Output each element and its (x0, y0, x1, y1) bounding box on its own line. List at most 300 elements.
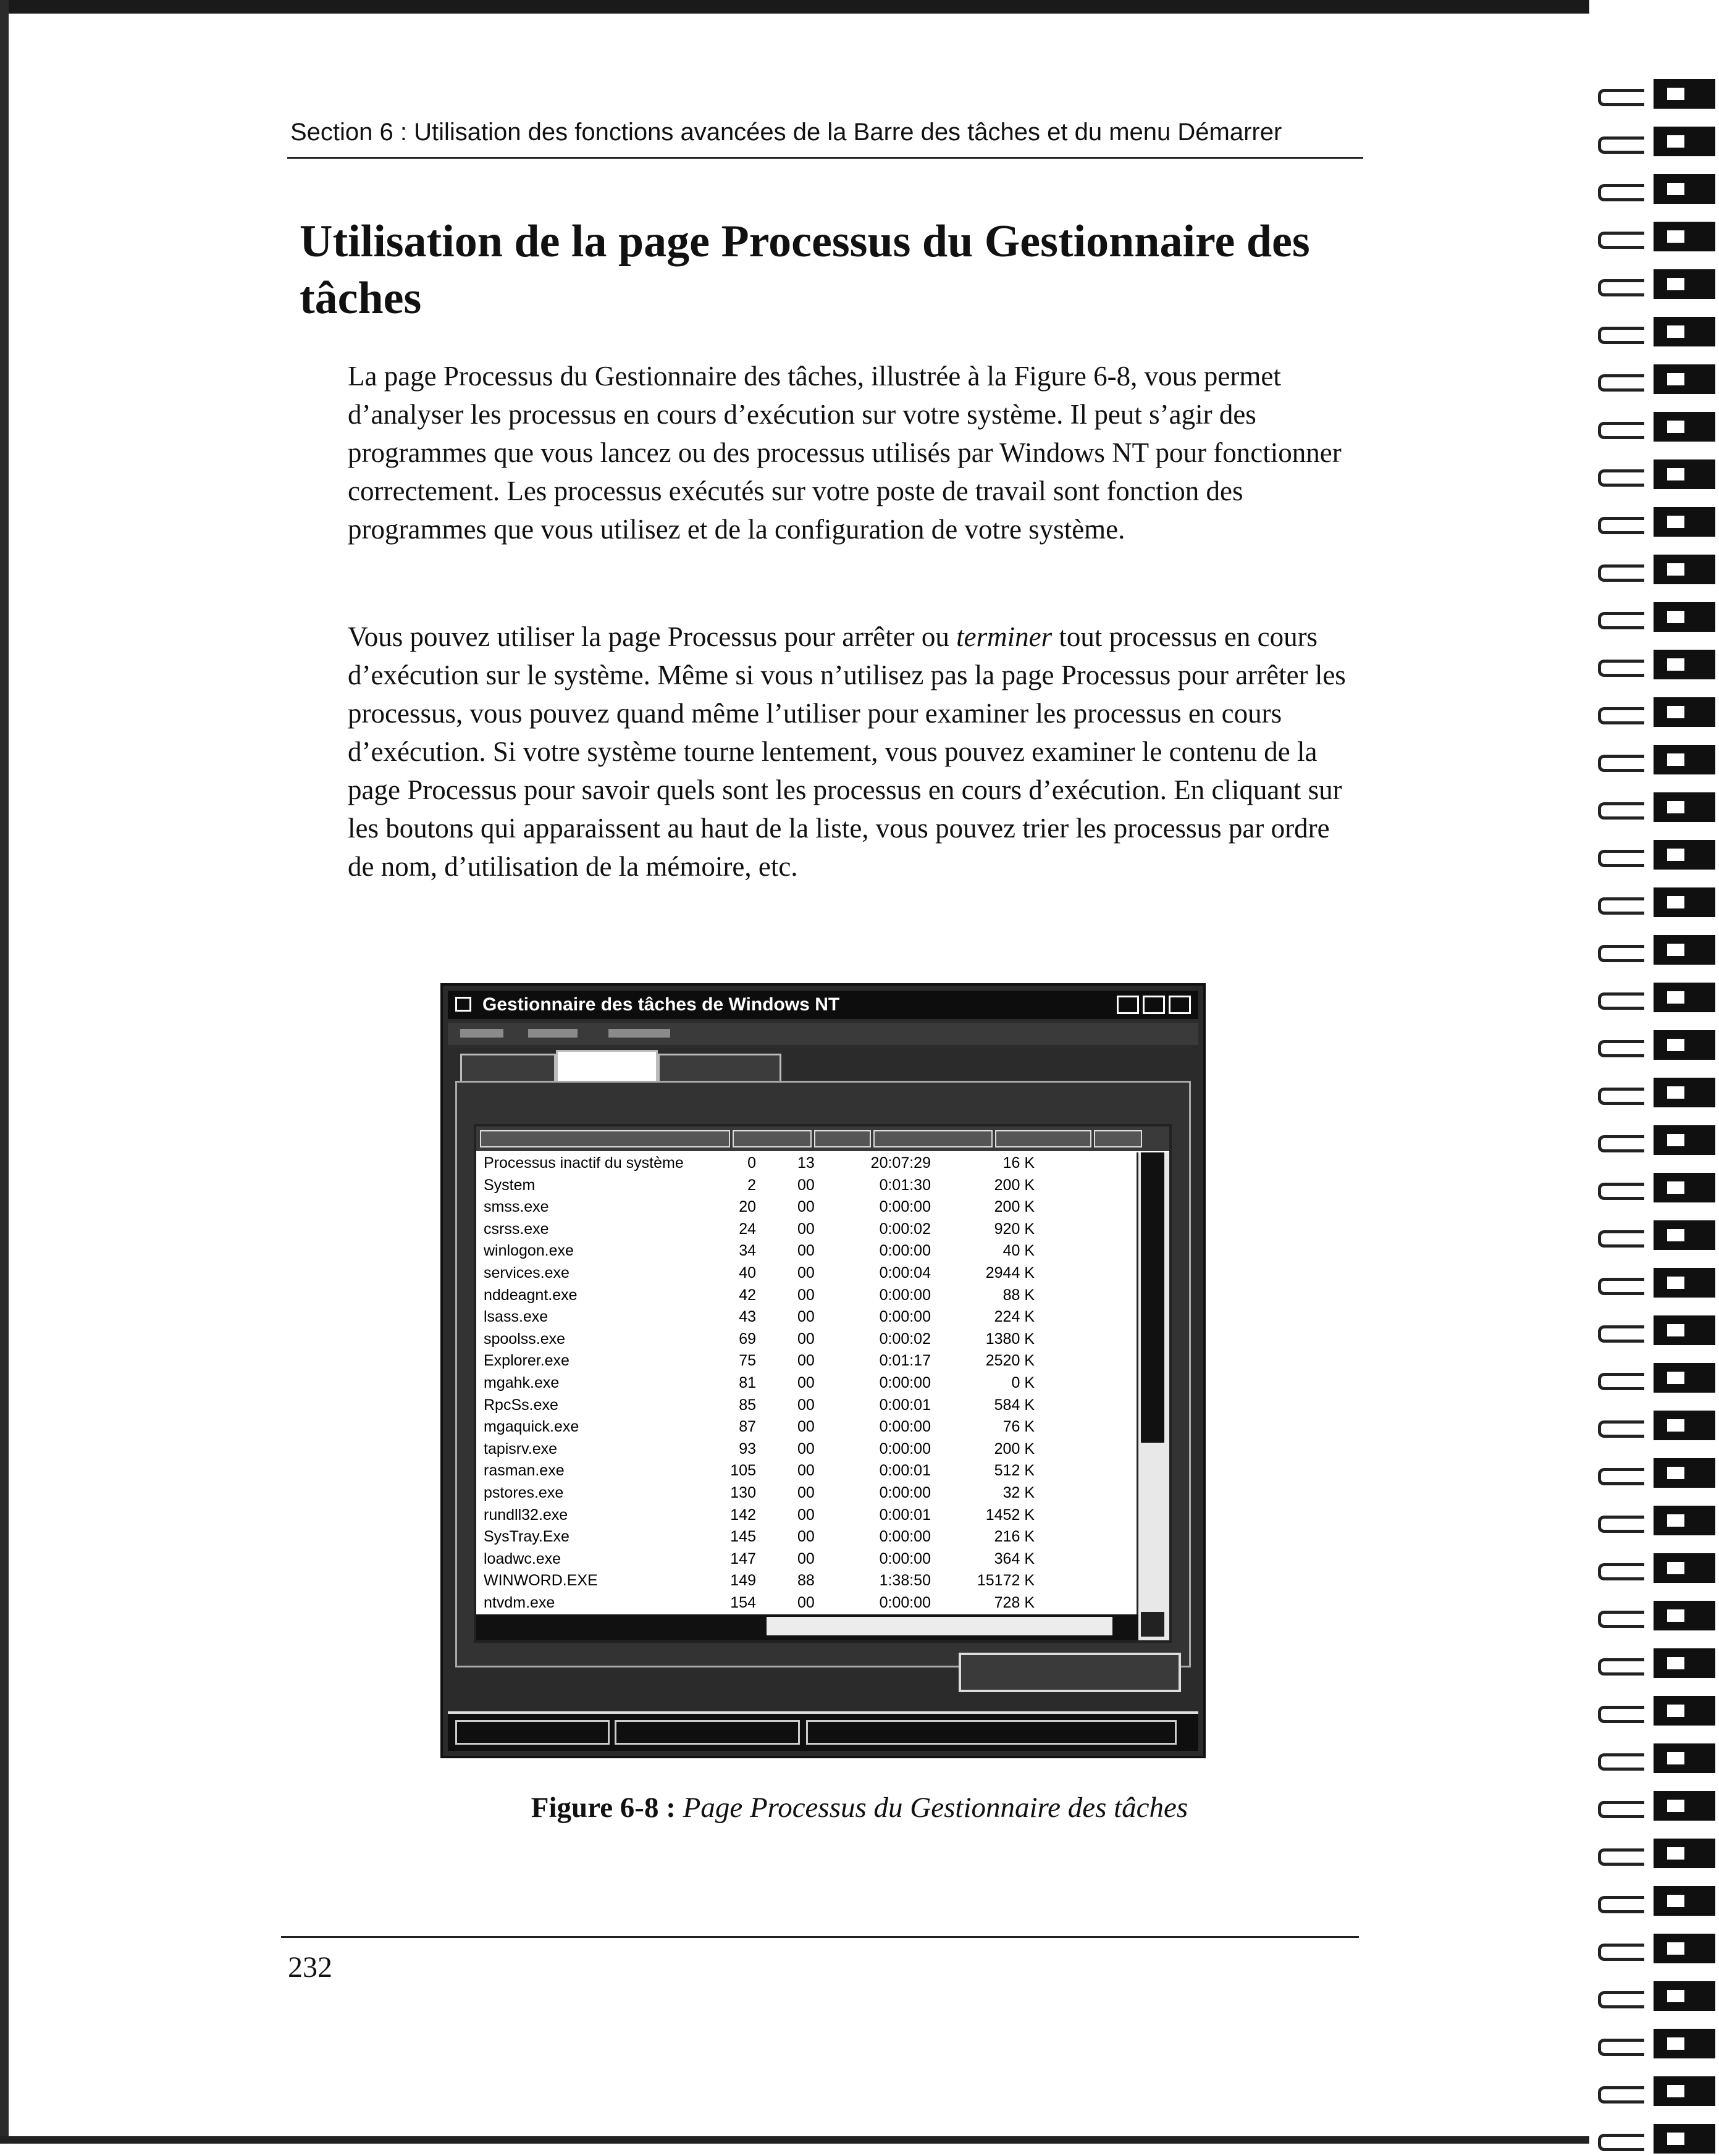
binding-block (1654, 269, 1715, 299)
process-pid: 147 (730, 1550, 756, 1567)
process-cpu: 00 (797, 1176, 815, 1194)
binding-wire (1598, 136, 1644, 154)
process-row (481, 1175, 1136, 1197)
binding-wire (1598, 327, 1644, 344)
menu-item (460, 1029, 503, 1038)
caption-label: Figure 6-8 : (531, 1792, 676, 1824)
binding-ring (1589, 787, 1719, 824)
process-cpu: 00 (797, 1308, 815, 1326)
process-name: services.exe (484, 1264, 569, 1281)
process-memory: 200 K (994, 1440, 1035, 1458)
process-cpu: 00 (797, 1286, 815, 1304)
binding-hole (1667, 468, 1684, 480)
column-header-pid (733, 1130, 812, 1147)
binding-wire (1598, 1373, 1644, 1390)
column-header-name (480, 1130, 730, 1147)
process-cpu-time: 0:01:30 (879, 1176, 931, 1194)
binding-wire (1598, 184, 1644, 201)
paragraph-2-start: Vous pouvez utiliser la page Processus pour arrêter ou (348, 621, 957, 652)
paragraph-2-emphasis: terminer (956, 621, 1053, 652)
process-cpu: 00 (797, 1440, 815, 1458)
binding-hole (1667, 325, 1684, 338)
binding-block (1654, 840, 1715, 870)
column-header-extra (1094, 1130, 1142, 1147)
binding-hole (1667, 516, 1684, 528)
process-pid: 105 (730, 1462, 756, 1480)
binding-ring (1589, 407, 1719, 444)
binding-block (1654, 1886, 1715, 1916)
binding-wire (1598, 1611, 1644, 1628)
binding-block (1654, 1125, 1715, 1155)
process-cpu-time: 0:00:02 (879, 1220, 931, 1238)
process-row (481, 1504, 1136, 1527)
binding-hole (1667, 1942, 1684, 1955)
process-name: lsass.exe (484, 1308, 548, 1326)
process-cpu-time: 0:00:01 (879, 1462, 931, 1480)
binding-ring (1589, 1406, 1719, 1443)
process-memory: 224 K (994, 1308, 1035, 1326)
process-name: smss.exe (484, 1198, 549, 1216)
binding-ring (1589, 1643, 1719, 1680)
process-memory: 16 K (1002, 1154, 1035, 1172)
process-row (481, 1285, 1136, 1307)
binding-block (1654, 507, 1715, 537)
process-memory: 200 K (994, 1198, 1035, 1216)
binding-block (1654, 555, 1715, 584)
process-name: System (484, 1176, 536, 1194)
binding-hole (1667, 1277, 1684, 1289)
process-pid: 0 (747, 1154, 756, 1172)
binding-hole (1667, 1324, 1684, 1336)
process-rows (481, 1152, 1136, 1614)
binding-hole (1667, 2085, 1684, 2097)
binding-wire (1598, 1040, 1644, 1057)
binding-ring (1589, 1976, 1719, 2013)
binding-ring (1589, 359, 1719, 396)
process-memory: 920 K (994, 1220, 1035, 1238)
menu-item (608, 1029, 670, 1038)
header-rule (287, 157, 1363, 159)
binding-ring (1589, 217, 1719, 254)
binding-ring (1589, 1929, 1719, 1966)
process-pid: 93 (739, 1440, 756, 1458)
process-pid: 40 (739, 1264, 756, 1281)
process-pid: 130 (730, 1483, 756, 1501)
process-cpu: 00 (797, 1418, 815, 1436)
process-memory: 1380 K (985, 1330, 1035, 1348)
binding-wire (1598, 1753, 1644, 1771)
binding-block (1654, 887, 1715, 917)
process-pid: 43 (739, 1308, 756, 1326)
process-cpu: 88 (797, 1572, 815, 1590)
binding-wire (1598, 469, 1644, 487)
binding-block (1654, 412, 1715, 442)
process-cpu-time: 0:00:02 (879, 1330, 931, 1348)
process-pid: 2 (747, 1176, 756, 1194)
window-titlebar (448, 991, 1198, 1019)
binding-ring (1589, 2119, 1719, 2156)
binding-block (1654, 174, 1715, 204)
binding-ring (1589, 455, 1719, 492)
end-process-button (959, 1653, 1181, 1692)
process-row (481, 1438, 1136, 1461)
process-cpu: 00 (797, 1593, 815, 1611)
binding-wire (1598, 897, 1644, 915)
column-header-cpu (814, 1130, 871, 1147)
process-name: mgahk.exe (484, 1374, 560, 1391)
binding-hole (1667, 1847, 1684, 1860)
binding-wire (1598, 1896, 1644, 1913)
process-memory: 76 K (1002, 1418, 1035, 1436)
process-name: WINWORD.EXE (484, 1572, 598, 1590)
process-pid: 69 (739, 1330, 756, 1348)
process-name: spoolss.exe (484, 1330, 566, 1348)
binding-hole (1667, 753, 1684, 766)
process-name: rasman.exe (484, 1462, 565, 1480)
process-name: winlogon.exe (484, 1242, 574, 1260)
binding-block (1654, 1411, 1715, 1440)
binding-hole (1667, 1514, 1684, 1527)
process-pid: 24 (739, 1220, 756, 1238)
process-cpu: 00 (797, 1198, 815, 1216)
binding-hole (1667, 373, 1684, 385)
menu-item (528, 1029, 578, 1038)
process-memory: 364 K (994, 1550, 1035, 1567)
binding-hole (1667, 563, 1684, 576)
process-row (481, 1570, 1136, 1592)
tab-applications (460, 1054, 556, 1081)
scan-top-edge (0, 0, 1719, 14)
binding-block (1654, 602, 1715, 632)
process-cpu-time: 1:38:50 (879, 1572, 931, 1590)
binding-wire (1598, 1563, 1644, 1580)
binding-block (1654, 1743, 1715, 1773)
binding-block (1654, 1220, 1715, 1250)
process-memory: 2944 K (985, 1264, 1035, 1281)
process-row (481, 1306, 1136, 1328)
process-name: ntvdm.exe (484, 1593, 555, 1611)
process-memory: 0 K (1011, 1374, 1035, 1391)
tab-performance (658, 1054, 781, 1081)
window-title: Gestionnaire des tâches de Windows NT (482, 994, 840, 1015)
process-pid: 87 (739, 1418, 756, 1436)
process-cpu: 00 (797, 1462, 815, 1480)
binding-block (1654, 222, 1715, 251)
binding-ring (1589, 312, 1719, 349)
binding-hole (1667, 658, 1684, 671)
process-row (481, 1592, 1136, 1614)
binding-hole (1667, 1609, 1684, 1622)
binding-wire (1598, 1516, 1644, 1533)
process-memory: 584 K (994, 1396, 1035, 1414)
binding-block (1654, 1268, 1715, 1298)
binding-hole (1667, 1229, 1684, 1241)
binding-ring (1589, 1311, 1719, 1348)
process-pid: 20 (739, 1198, 756, 1216)
process-cpu-time: 0:01:17 (879, 1352, 931, 1370)
process-cpu: 00 (797, 1330, 815, 1348)
process-cpu-time: 0:00:01 (879, 1396, 931, 1414)
binding-block (1654, 1078, 1715, 1107)
binding-block (1654, 1601, 1715, 1630)
binding-wire (1598, 564, 1644, 582)
process-name: mgaquick.exe (484, 1418, 579, 1436)
process-name: Explorer.exe (484, 1352, 569, 1370)
binding-ring (1589, 1548, 1719, 1585)
binding-ring (1589, 645, 1719, 682)
binding-block (1654, 1981, 1715, 2011)
binding-hole (1667, 1467, 1684, 1479)
scan-bottom-edge (0, 2136, 1719, 2144)
process-row (481, 1416, 1136, 1438)
binding-ring (1589, 1691, 1719, 1728)
binding-block (1654, 983, 1715, 1012)
paragraph-2-end: tout processus en cours d’exécution sur le système. Même si vous n’utilisez pas la page Processus pour arrêter les processus, vous pouvez quand même l’utiliser pour examiner les processus en cours d’exécution. Si votre système tourne lentement, vous pouvez examiner le contenu de la page Processus pour savoir quels sont les processus en cours d’exécution. En cliquant sur les boutons qui apparaissent au haut de la liste, vous pouvez trier les processus par ordre de nom, d’utilisation de la mémoire, etc. (348, 621, 1346, 882)
process-cpu-time: 0:00:00 (879, 1483, 931, 1501)
binding-wire (1598, 707, 1644, 724)
binding-ring (1589, 169, 1719, 206)
paragraph-1: La page Processus du Gestionnaire des tâches, illustrée à la Figure 6-8, vous permet d’analyser les processus en cours d’exécution sur votre système. Il peut s’agir des programmes que vous lancez ou des processus utilisés par Windows NT pour fonctionner correctement. Les processus exécutés sur votre poste de travail sont fonction des programmes que vous utilisez et de la configuration de votre système. (348, 361, 1342, 545)
process-cpu-time: 0:00:00 (879, 1374, 931, 1391)
binding-hole (1667, 2133, 1684, 2145)
process-name: rundll32.exe (484, 1506, 568, 1524)
binding-block (1654, 2029, 1715, 2058)
binding-hole (1667, 1372, 1684, 1384)
process-memory: 728 K (994, 1593, 1035, 1611)
binding-block (1654, 935, 1715, 965)
binding-hole (1667, 706, 1684, 718)
binding-wire (1598, 2039, 1644, 2056)
binding-block (1654, 364, 1715, 394)
binding-ring (1589, 1215, 1719, 1252)
process-memory: 200 K (994, 1176, 1035, 1194)
binding-block (1654, 1315, 1715, 1345)
status-processes (455, 1720, 610, 1745)
binding-ring (1589, 740, 1719, 777)
binding-ring (1589, 835, 1719, 872)
process-cpu-time: 0:00:00 (879, 1593, 931, 1611)
binding-hole (1667, 849, 1684, 861)
binding-block (1654, 79, 1715, 109)
binding-ring (1589, 1453, 1719, 1490)
process-row (481, 1460, 1136, 1482)
binding-hole (1667, 1562, 1684, 1574)
binding-block (1654, 1506, 1715, 1535)
binding-block (1654, 1696, 1715, 1726)
process-pid: 85 (739, 1396, 756, 1414)
process-row (481, 1240, 1136, 1262)
process-pid: 42 (739, 1286, 756, 1304)
binding-wire (1598, 992, 1644, 1010)
binding-block (1654, 459, 1715, 489)
binding-ring (1589, 122, 1719, 159)
binding-hole (1667, 944, 1684, 956)
binding-ring (1589, 978, 1719, 1015)
binding-wire (1598, 1706, 1644, 1723)
process-pid: 81 (739, 1374, 756, 1391)
process-cpu-time: 20:07:29 (870, 1154, 931, 1172)
binding-wire (1598, 850, 1644, 867)
binding-wire (1598, 1658, 1644, 1676)
figure-caption (0, 1791, 1719, 1824)
column-header-cpu-time (873, 1130, 993, 1147)
task-manager-screenshot (440, 983, 1206, 1758)
binding-wire (1598, 1848, 1644, 1866)
binding-hole (1667, 183, 1684, 195)
binding-wire (1598, 1230, 1644, 1248)
binding-wire (1598, 89, 1644, 106)
close-icon (1169, 996, 1191, 1014)
binding-ring (1589, 692, 1719, 729)
binding-wire (1598, 517, 1644, 534)
binding-block (1654, 1934, 1715, 1963)
binding-wire (1598, 1420, 1644, 1438)
binding-hole (1667, 991, 1684, 1004)
process-cpu-time: 0:00:00 (879, 1528, 931, 1546)
binding-hole (1667, 1419, 1684, 1432)
binding-wire (1598, 1991, 1644, 2008)
binding-ring (1589, 2024, 1719, 2061)
process-memory: 40 K (1002, 1242, 1035, 1260)
process-cpu-time: 0:00:00 (879, 1440, 931, 1458)
binding-hole (1667, 896, 1684, 908)
binding-ring (1589, 1881, 1719, 1918)
binding-wire (1598, 2086, 1644, 2104)
process-memory: 1452 K (985, 1506, 1035, 1524)
process-cpu: 00 (797, 1396, 815, 1414)
column-header-mem (995, 1130, 1091, 1147)
binding-block (1654, 1458, 1715, 1488)
binding-hole (1667, 421, 1684, 433)
binding-hole (1667, 1039, 1684, 1051)
process-row (481, 1372, 1136, 1395)
running-header: Section 6 : Utilisation des fonctions avancées de la Barre des tâches et du menu Démarrer (290, 119, 1282, 146)
app-icon (455, 997, 471, 1012)
process-memory: 32 K (1002, 1483, 1035, 1501)
binding-block (1654, 1363, 1715, 1393)
process-cpu-time: 0:00:00 (879, 1286, 931, 1304)
status-memory (806, 1720, 1177, 1745)
process-cpu-time: 0:00:00 (879, 1550, 931, 1567)
process-name: csrss.exe (484, 1220, 549, 1238)
binding-hole (1667, 1752, 1684, 1764)
binding-hole (1667, 230, 1684, 243)
process-cpu-time: 0:00:00 (879, 1198, 931, 1216)
process-name: SysTray.Exe (484, 1528, 569, 1546)
binding-ring (1589, 1501, 1719, 1538)
process-name: Processus inactif du système (484, 1154, 684, 1172)
process-cpu: 00 (797, 1506, 815, 1524)
binding-wire (1598, 1944, 1644, 1961)
binding-wire (1598, 1278, 1644, 1295)
process-list-header (476, 1126, 1169, 1151)
binding-hole (1667, 1134, 1684, 1146)
process-memory: 88 K (1002, 1286, 1035, 1304)
process-cpu: 00 (797, 1528, 815, 1546)
process-memory: 15172 K (977, 1572, 1035, 1590)
page-number: 232 (288, 1951, 332, 1984)
maximize-icon (1143, 996, 1165, 1014)
binding-block (1654, 1030, 1715, 1060)
binding-hole (1667, 1086, 1684, 1099)
process-row (481, 1482, 1136, 1504)
binding-hole (1667, 1181, 1684, 1194)
process-cpu-time: 0:00:04 (879, 1264, 931, 1281)
binding-block (1654, 317, 1715, 346)
binding-block (1654, 792, 1715, 822)
binding-ring (1589, 930, 1719, 967)
binding-wire (1598, 802, 1644, 820)
process-name: RpcSs.exe (484, 1396, 558, 1414)
binding-ring (1589, 502, 1719, 539)
process-cpu-time: 0:00:00 (879, 1242, 931, 1260)
process-memory: 216 K (994, 1528, 1035, 1546)
binding-wire (1598, 755, 1644, 772)
binding-ring (1589, 1120, 1719, 1157)
process-list (474, 1124, 1172, 1643)
binding-block (1654, 1648, 1715, 1678)
binding-ring (1589, 2071, 1719, 2108)
binding-block (1654, 697, 1715, 727)
binding-hole (1667, 2037, 1684, 2050)
process-row (481, 1152, 1136, 1175)
status-cpu (615, 1720, 800, 1745)
process-name: nddeagnt.exe (484, 1286, 578, 1304)
process-cpu: 00 (797, 1220, 815, 1238)
binding-ring (1589, 1025, 1719, 1062)
binding-wire (1598, 660, 1644, 677)
binding-ring (1589, 1739, 1719, 1776)
process-name: tapisrv.exe (484, 1440, 558, 1458)
process-row (481, 1350, 1136, 1372)
tab-processes (556, 1050, 658, 1082)
horizontal-scroll-thumb (767, 1617, 1112, 1635)
binding-hole (1667, 801, 1684, 813)
process-memory: 512 K (994, 1462, 1035, 1480)
process-cpu-time: 0:00:00 (879, 1418, 931, 1436)
minimize-icon (1117, 996, 1139, 1014)
process-name: pstores.exe (484, 1483, 564, 1501)
process-row (481, 1548, 1136, 1571)
window-menubar (448, 1023, 1198, 1045)
binding-ring (1589, 1358, 1719, 1395)
binding-wire (1598, 1088, 1644, 1105)
process-row (481, 1262, 1136, 1285)
binding-block (1654, 127, 1715, 156)
process-name: loadwc.exe (484, 1550, 561, 1567)
scroll-down-icon (1141, 1612, 1164, 1637)
binding-ring (1589, 74, 1719, 111)
process-row (481, 1526, 1136, 1548)
process-pid: 149 (730, 1572, 756, 1590)
binding-wire (1598, 1325, 1644, 1343)
process-row (481, 1196, 1136, 1219)
binding-ring (1589, 1596, 1719, 1633)
binding-ring (1589, 1168, 1719, 1205)
process-cpu: 00 (797, 1352, 815, 1370)
binding-block (1654, 2076, 1715, 2106)
binding-block (1654, 2124, 1715, 2154)
paragraph-2 (348, 618, 1361, 886)
binding-ring (1589, 550, 1719, 587)
binding-wire (1598, 1183, 1644, 1200)
process-row (481, 1219, 1136, 1241)
binding-block (1654, 650, 1715, 679)
caption-text: Page Processus du Gestionnaire des tâches (683, 1792, 1188, 1824)
binding-hole (1667, 611, 1684, 623)
binding-hole (1667, 1990, 1684, 2002)
binding-block (1654, 1173, 1715, 1202)
